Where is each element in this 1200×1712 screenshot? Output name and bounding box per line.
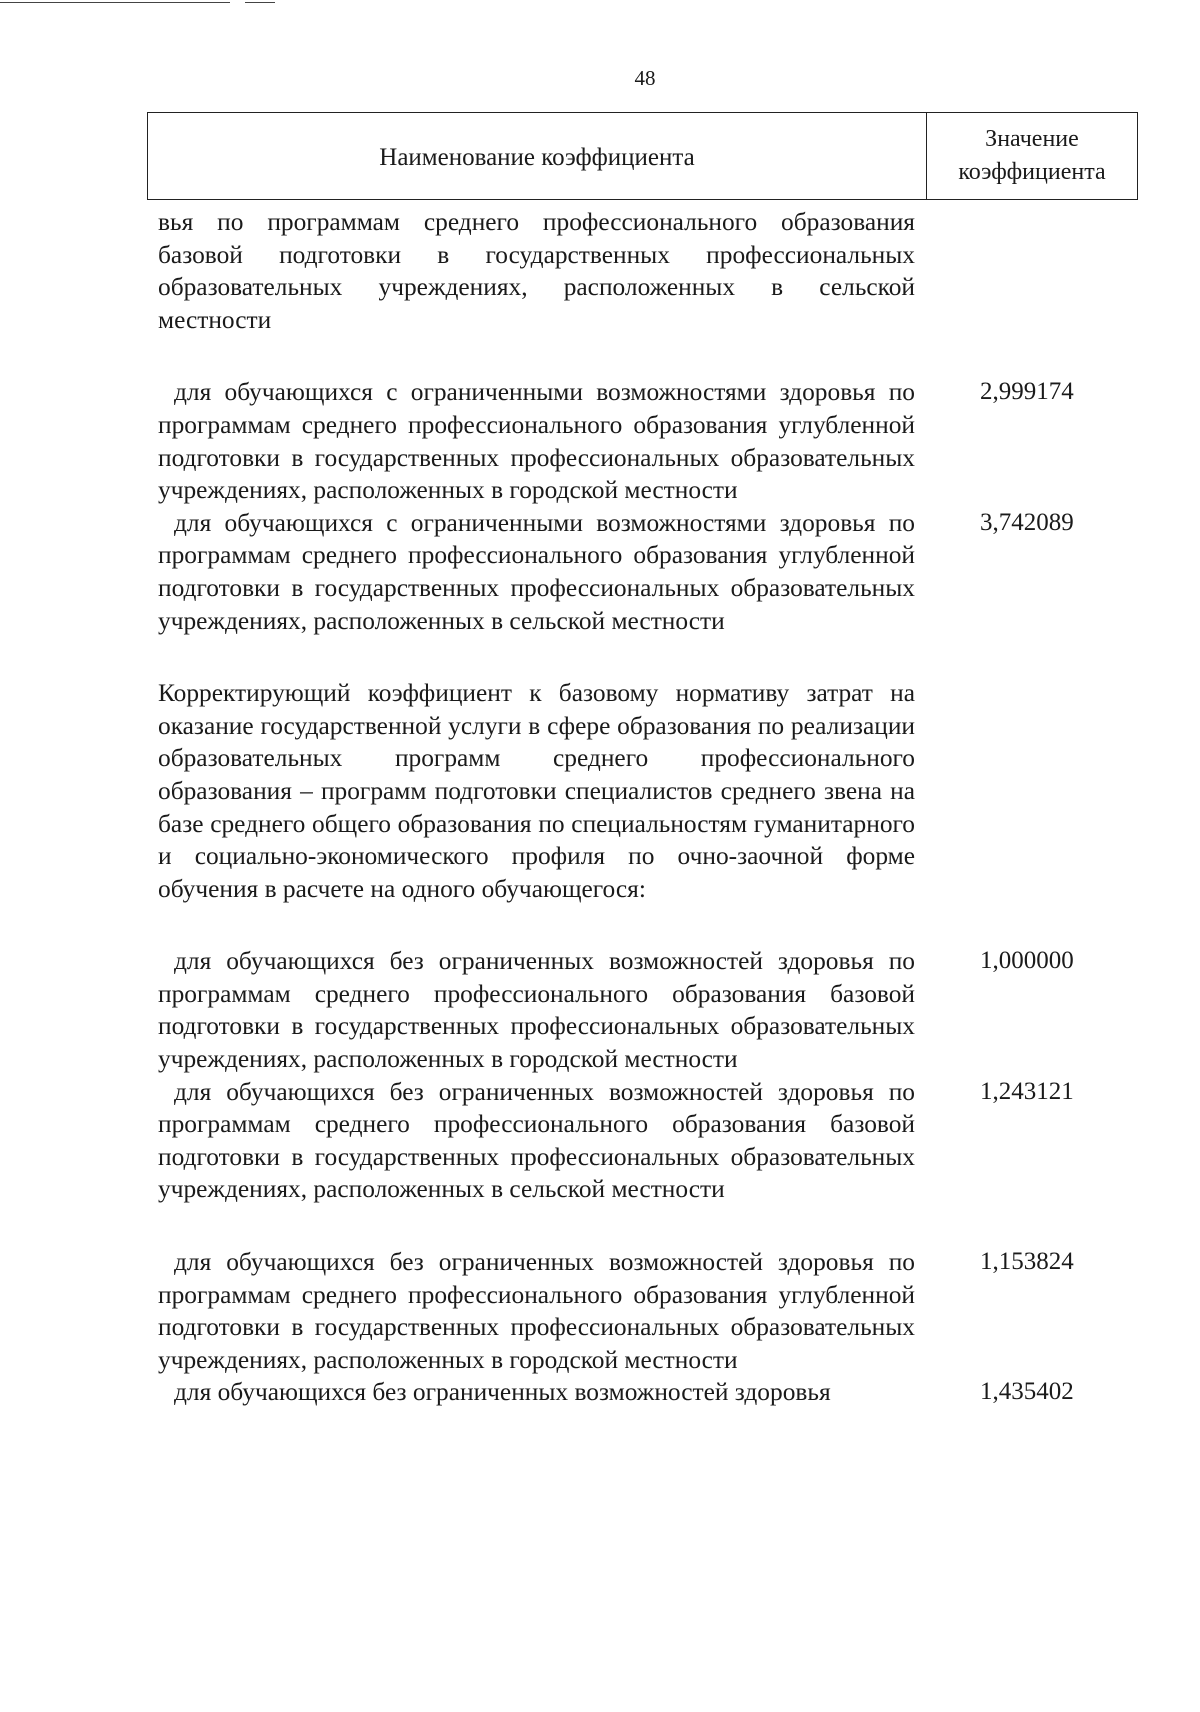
coefficient-description: вья по программам среднего профессионального образования базовой подготовки в государственных профессиональных образовательных учреждениях, расположенных в сельской местности: [158, 208, 915, 334]
row-spacer: [158, 905, 1158, 945]
row-spacer: [158, 1206, 1158, 1246]
coefficient-value: 2,999174: [980, 378, 1074, 406]
coefficient-description: для обучающихся без ограниченных возможностей здоровья по программам среднего профессионального образования углубленной подготовки в государственных профессиональных образовательных учреждениях, расположенных в городской местности: [158, 1248, 915, 1374]
scan-edge-line: [0, 2, 230, 3]
coefficient-description: для обучающихся с ограниченными возможностями здоровья по программам среднего профессионального образования углубленной подготовки в государственных профессиональных образовательных учреждениях, расположенных в городской местности: [158, 378, 915, 505]
row-spacer: [158, 336, 1158, 376]
column-header-value-line1: Значение: [985, 126, 1079, 152]
coefficient-description: для обучающихся без ограниченных возможностей здоровья по программам среднего профессионального образования базовой подготовки в государственных профессиональных образовательных учреждениях, расположенных в сельской местности: [158, 1077, 915, 1204]
coefficient-value: 1,000000: [980, 947, 1074, 975]
coefficient-description: для обучающихся с ограниченными возможностями здоровья по программам среднего профессионального образования углубленной подготовки в государственных профессиональных образовательных учреждениях, расположенных в сельской местности: [158, 508, 915, 635]
table-row: [158, 507, 1158, 637]
table-row: [158, 1246, 1158, 1376]
row-spacer: [158, 637, 1158, 677]
scan-edge-line: [245, 2, 275, 3]
table-row: [158, 677, 1158, 905]
column-header-name: Наименование коэффициента: [148, 113, 927, 199]
page-number: 48: [634, 66, 656, 90]
table-row: [158, 1376, 1158, 1409]
table-header: [147, 112, 1138, 200]
column-header-value-line2: коэффициента: [958, 159, 1106, 185]
coefficient-description: для обучающихся без ограниченных возможностей здоровья: [174, 1378, 831, 1407]
table-row: [158, 376, 1158, 506]
table-row: [158, 206, 1158, 336]
section-heading: Корректирующий коэффициент к базовому нормативу затрат на оказание государственной услуги в сфере образования по реализации образовательных программ среднего профессионального образования – программ подготовки специалистов среднего звена на базе среднего общего образования по специальностям гуманитарного и социально-экономического профиля по очно-заочной форме обучения в расчете на одного обучающегося:: [158, 679, 915, 903]
coefficient-value: 1,153824: [980, 1248, 1074, 1276]
coefficient-value: 3,742089: [980, 508, 1074, 536]
coefficient-description: для обучающихся без ограниченных возможностей здоровья по программам среднего профессионального образования базовой подготовки в государственных профессиональных образовательных учреждениях, расположенных в городской местности: [158, 947, 915, 1074]
coefficient-value: 1,435402: [980, 1378, 1074, 1406]
coefficient-value: 1,243121: [980, 1077, 1074, 1105]
table-body: [158, 206, 1158, 1409]
table-row: [158, 945, 1158, 1075]
column-header-value: [927, 113, 1137, 199]
table-row: [158, 1076, 1158, 1206]
